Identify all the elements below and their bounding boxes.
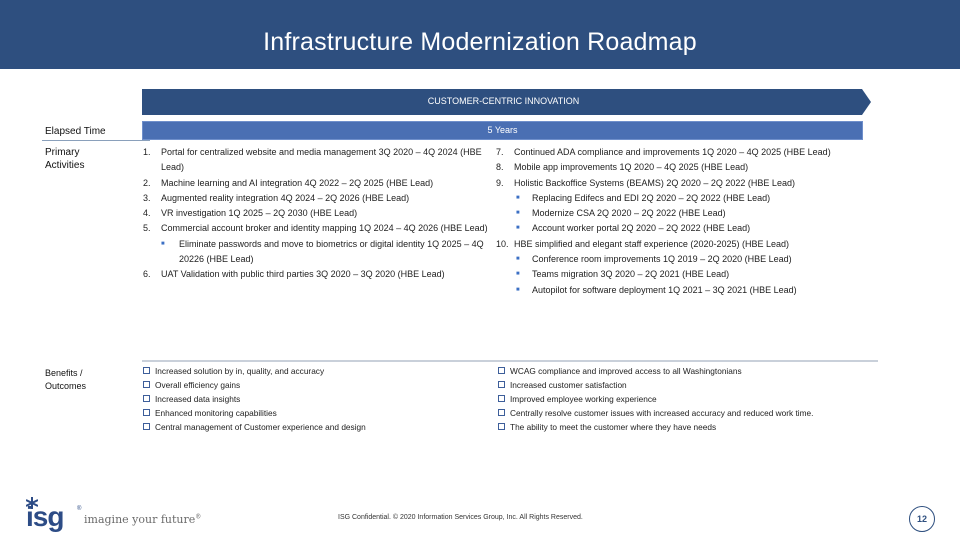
section-divider xyxy=(142,360,878,362)
sub-list-item: ■ Replacing Edifecs and EDI 2Q 2020 – 2Q 2022 (HBE Lead) xyxy=(496,191,856,206)
confidential-footer: ISG Confidential. © 2020 Information Services Group, Inc. All Rights Reserved. xyxy=(338,514,583,521)
benefits-right-list xyxy=(498,364,813,434)
checkbox-bullet-icon xyxy=(498,423,505,430)
sub-list-item: ■ Autopilot for software deployment 1Q 2021 – 3Q 2021 (HBE Lead) xyxy=(496,283,856,298)
list-item: 2. Machine learning and AI integration 4Q 2022 – 2Q 2025 (HBE Lead) xyxy=(143,177,434,188)
benefits-outcomes-label xyxy=(45,367,86,393)
logo-tagline: imagine your future® xyxy=(84,513,202,526)
list-item: 6. UAT Validation with public third parties 3Q 2020 – 3Q 2020 (HBE Lead) xyxy=(143,269,445,280)
sub-list-item: ■ Account worker portal 2Q 2020 – 2Q 2022 (HBE Lead) xyxy=(496,221,856,236)
square-bullet-icon: ■ xyxy=(516,256,520,263)
list-item: 7. Continued ADA compliance and improvements 1Q 2020 – 4Q 2025 (HBE Lead) xyxy=(496,147,831,157)
primary-activities-label-line2: Activities xyxy=(45,160,85,171)
checkbox-bullet-icon xyxy=(498,395,505,402)
banner-label: CUSTOMER-CENTRIC INNOVATION xyxy=(427,96,580,106)
square-bullet-icon: ■ xyxy=(516,194,520,201)
primary-activities-label xyxy=(45,146,84,172)
benefits-label-line1: Benefits / xyxy=(45,368,83,378)
square-bullet-icon: ■ xyxy=(516,286,520,293)
benefits-left-list xyxy=(143,364,366,434)
sub-list-item: ■ Teams migration 3Q 2020 – 2Q 2021 (HBE Lead) xyxy=(496,267,856,282)
list-item: WCAG compliance and improved access to all Washingtonians xyxy=(498,364,813,378)
benefits-label-line2: Outcomes xyxy=(45,381,87,391)
list-item: Centrally resolve customer issues with increased accuracy and reduced work time. xyxy=(498,406,813,420)
list-item: Increased solution by in, quality, and accuracy xyxy=(143,364,366,378)
list-item: Enhanced monitoring capabilities xyxy=(143,406,366,420)
checkbox-bullet-icon xyxy=(143,409,150,416)
title-bar xyxy=(0,0,960,69)
list-item: Improved employee working experience xyxy=(498,392,813,406)
list-item: 1. Portal for centralized website and media management 3Q 2020 – 4Q 2024 (HBE Lead) xyxy=(143,147,482,173)
page-number: 12 xyxy=(909,506,935,532)
list-item: 4. VR investigation 1Q 2025 – 2Q 2030 (HBE Lead) xyxy=(143,208,358,219)
logo-wordmark: isg xyxy=(26,501,64,532)
customer-centric-banner xyxy=(142,89,871,115)
sub-list-item: ■ Modernize CSA 2Q 2020 – 2Q 2022 (HBE Lead) xyxy=(496,206,856,221)
list-item: Increased customer satisfaction xyxy=(498,378,813,392)
list-item: 3. Augmented reality integration 4Q 2024 – 2Q 2026 (HBE Lead) xyxy=(143,192,410,203)
checkbox-bullet-icon xyxy=(498,409,505,416)
years-bar xyxy=(142,121,863,140)
list-item: The ability to meet the customer where they have needs xyxy=(498,420,813,434)
sub-list-item: ■ Eliminate passwords and move to biometrics or digital identity 1Q 2025 – 4Q 20226 (HBE Lead) xyxy=(161,238,484,265)
checkbox-bullet-icon xyxy=(143,381,150,388)
checkbox-bullet-icon xyxy=(498,381,505,388)
elapsed-time-label: Elapsed Time xyxy=(45,126,106,137)
checkbox-bullet-icon xyxy=(498,367,505,374)
divider xyxy=(42,140,150,141)
checkbox-bullet-icon xyxy=(143,395,150,402)
page-title: Infrastructure Modernization Roadmap xyxy=(263,28,697,56)
activities-left-list xyxy=(143,145,495,283)
primary-activities-label-line1: Primary xyxy=(45,147,80,158)
list-item: 9. Holistic Backoffice Systems (BEAMS) 2Q 2020 – 2Q 2022 (HBE Lead) xyxy=(496,177,795,188)
square-bullet-icon: ■ xyxy=(516,225,520,232)
list-item: 10. HBE simplified and elegant staff experience (2020-2025) (HBE Lead) xyxy=(496,238,789,249)
registered-mark: ® xyxy=(77,506,82,512)
list-item: Overall efficiency gains xyxy=(143,378,366,392)
square-bullet-icon: ■ xyxy=(161,240,165,247)
list-item: Increased data insights xyxy=(143,392,366,406)
list-item: 8. Mobile app improvements 1Q 2020 – 4Q 2025 (HBE Lead) xyxy=(496,162,749,173)
isg-logo xyxy=(26,497,216,535)
square-bullet-icon: ■ xyxy=(516,271,520,278)
checkbox-bullet-icon xyxy=(143,367,150,374)
years-label: 5 Years xyxy=(487,125,518,135)
sub-list-item: ■ Conference room improvements 1Q 2019 – 2Q 2020 (HBE Lead) xyxy=(496,252,856,267)
list-item: Central management of Customer experience and design xyxy=(143,420,366,434)
checkbox-bullet-icon xyxy=(143,423,150,430)
square-bullet-icon: ■ xyxy=(516,210,520,217)
activities-right-list xyxy=(496,145,856,298)
list-item: 5. Commercial account broker and identity mapping 1Q 2024 – 4Q 2026 (HBE Lead) xyxy=(143,223,488,234)
